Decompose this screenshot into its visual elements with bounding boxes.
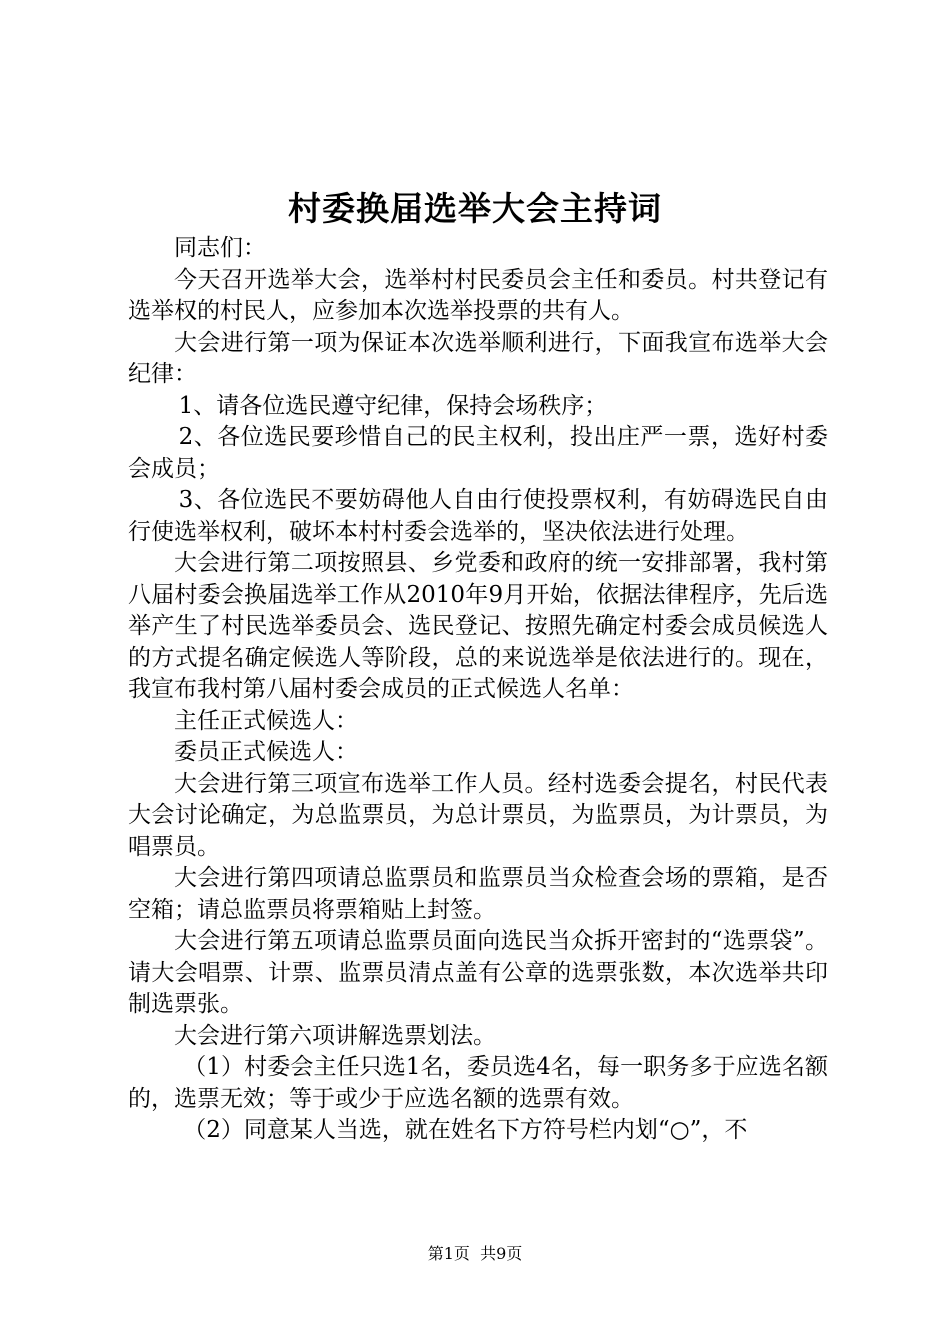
ballot-rule-2: （2）同意某人当选，就在姓名下方符号栏内划“○”，不 [183,1117,748,1143]
page-total: 共9页 [480,1244,523,1263]
paragraph-director-candidates: 主任正式候选人： [174,707,358,734]
page-number: 第1页 [427,1244,470,1263]
paragraph-intro: 今天召开选举大会，选举村村民委员会主任和委员。村共登记有选举权的村民人，应参加本次选举投票的共有人。 [128,266,828,324]
paragraph-item-two: 大会进行第二项按照县、乡党委和政府的统一安排部署，我村第八届村委会换届选举工作从2010年9月开始，依据法律程序，先后选举产生了村民选举委员会、选民登记、按照先确定村委会成员候选人的方式提名确定候选人等阶段，总的来说选举是依法进行的。现在，我宣布我村第八届村委会成员的正式候选人名单： [128,550,828,702]
paragraph-item-four: 大会进行第四项请总监票员和监票员当众检查会场的票箱，是否空箱；请总监票员将票箱贴上封签。 [128,865,828,923]
rule-item-1: 1、请各位选民遵守纪律，保持会场秩序； [178,392,608,419]
rule-item-3: 3、各位选民不要妨碍他人自由行使投票权利，有妨碍选民自由行使选举权利，破坏本村村委会选举的，坚决依法进行处理。 [128,487,828,545]
ballot-rule-1: （1）村委会主任只选1名，委员选4名，每一职务多于应选名额的，选票无效；等于或少于应选名额的选票有效。 [128,1054,828,1112]
page-footer [0,1242,950,1266]
paragraph-item-one: 大会进行第一项为保证本次选举顺利进行，下面我宣布选举大会纪律： [128,329,828,387]
paragraph-member-candidates: 委员正式候选人： [174,739,358,765]
paragraph-greeting: 同志们： [174,235,266,261]
paragraph-item-five: 大会进行第五项请总监票员面向选民当众拆开密封的“选票袋”。请大会唱票、计票、监票员清点盖有公章的选票张数，本次选举共印制选票张。 [128,928,828,1017]
document-title: 村委换届选举大会主持词 [288,189,662,228]
paragraph-item-six: 大会进行第六项讲解选票划法。 [174,1022,496,1049]
rule-item-2: 2、各位选民要珍惜自己的民主权利，投出庄严一票，选好村委会成员； [128,424,828,482]
document-body [128,233,828,1147]
paragraph-item-three: 大会进行第三项宣布选举工作人员。经村选委会提名，村民代表大会讨论确定，为总监票员，为总计票员，为监票员，为计票员，为唱票员。 [128,770,828,860]
